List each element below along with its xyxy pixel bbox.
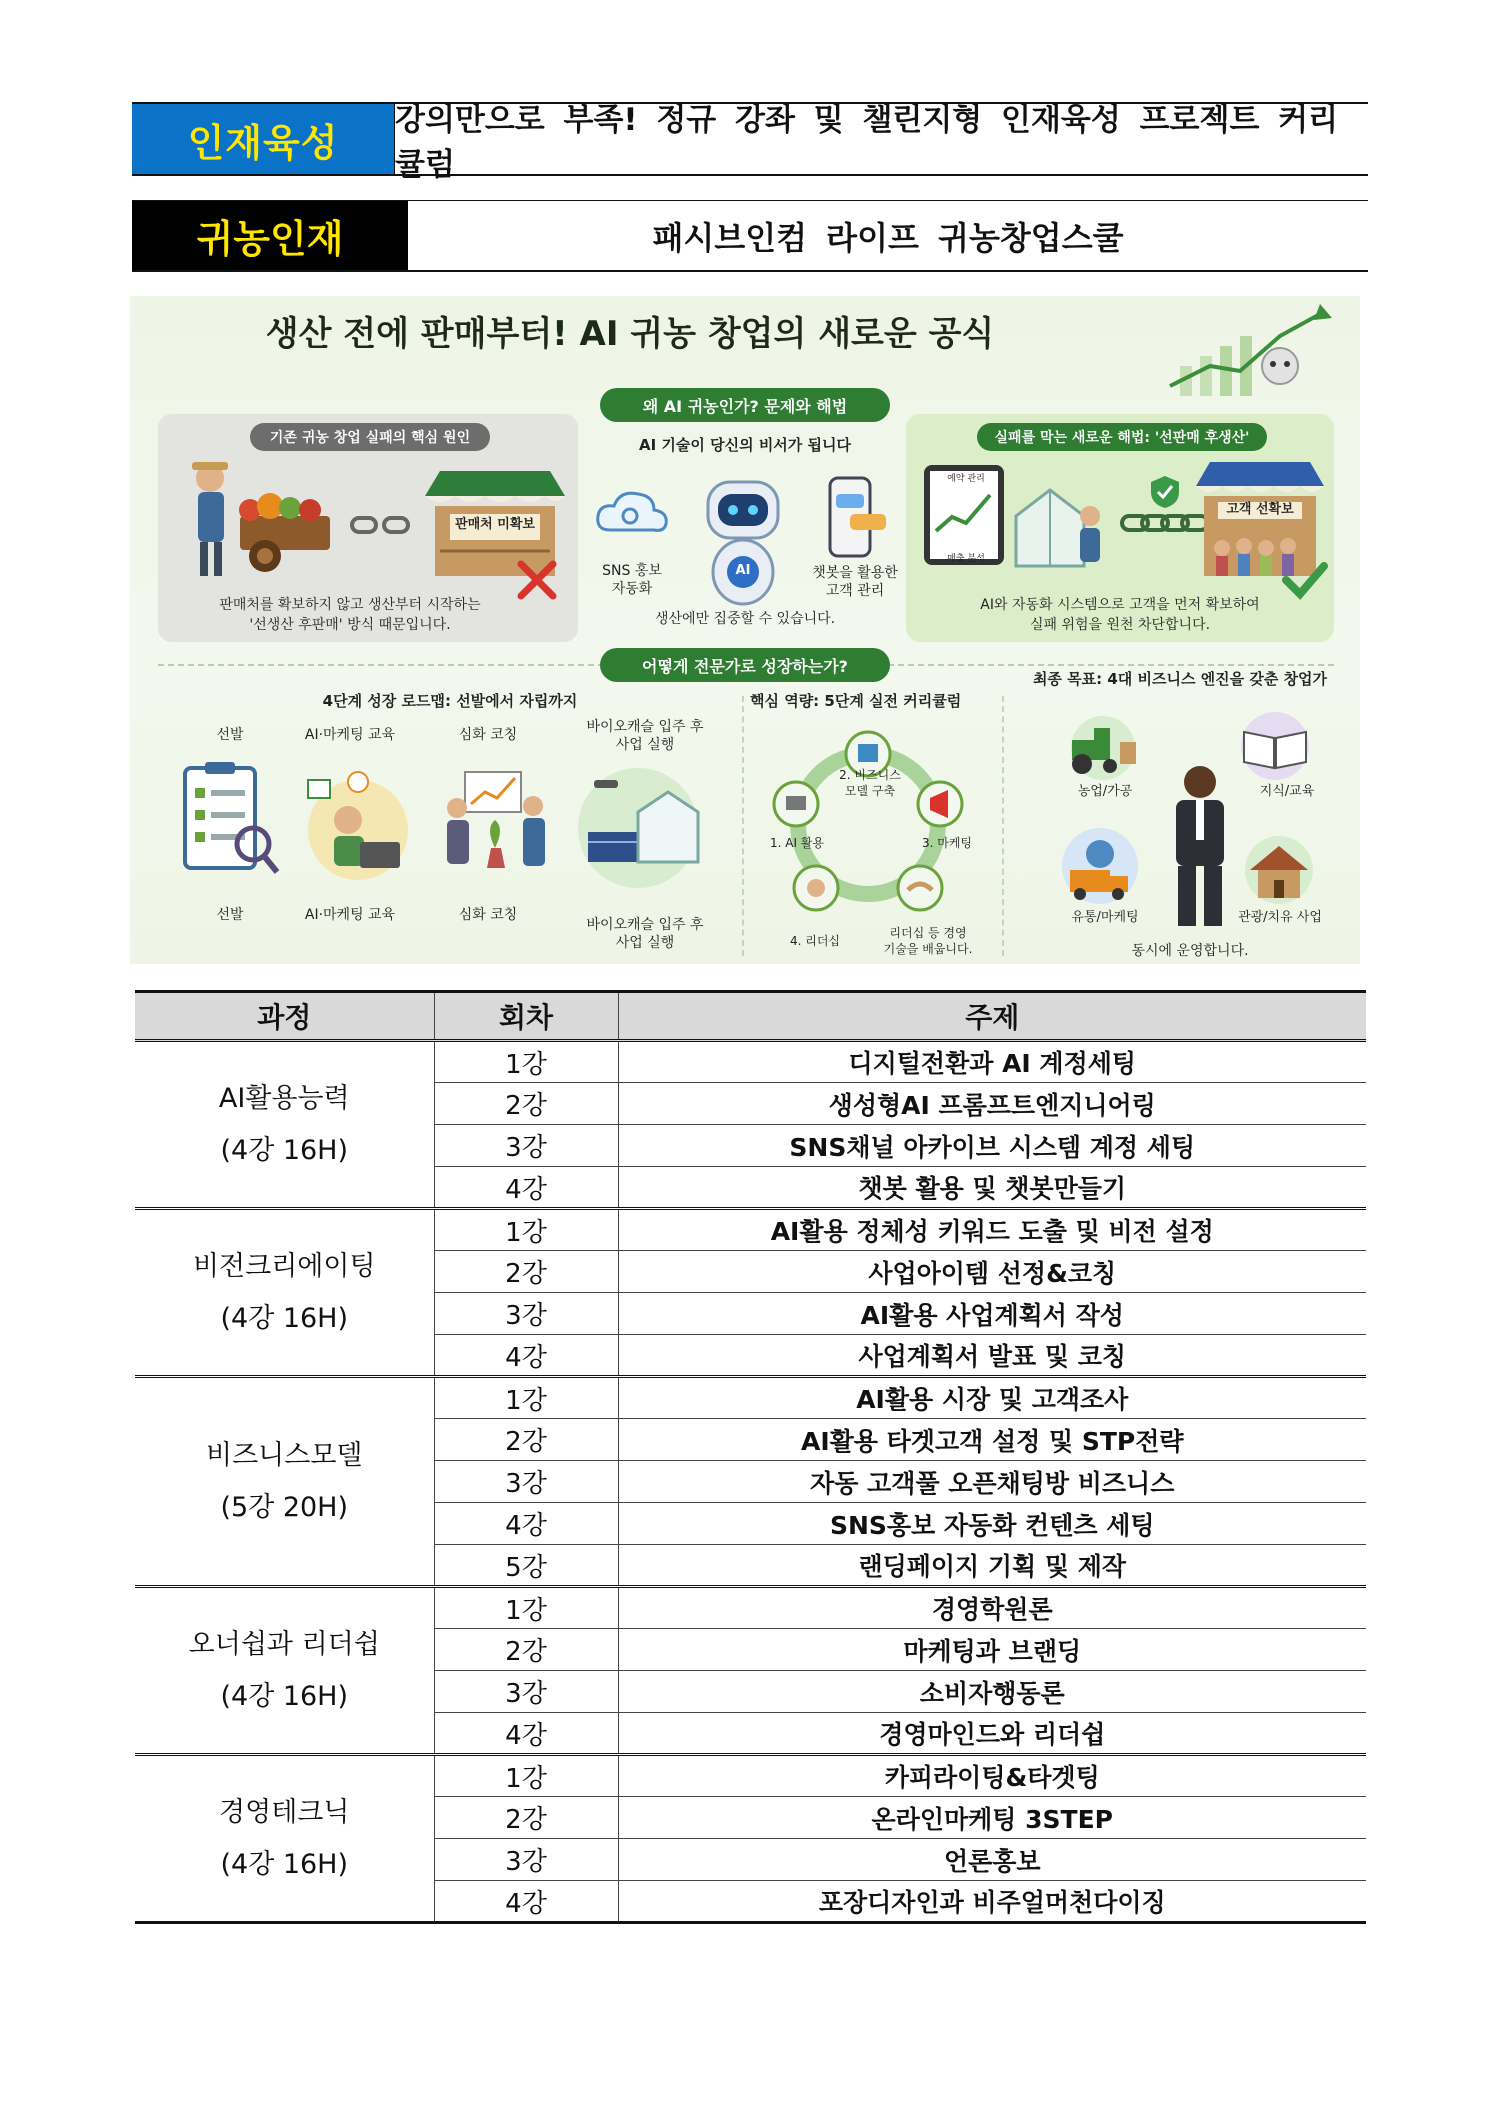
- problem-caption-1: 판매처를 확보하지 않고 생산부터 시작하는: [219, 597, 481, 613]
- shield-check-icon: [1148, 474, 1182, 510]
- topic-cell: AI활용 타겟고객 설정 및 STP전략: [618, 1419, 1366, 1461]
- topic-cell: 사업계획서 발표 및 코칭: [618, 1335, 1366, 1377]
- topic-cell: 경영마인드와 리더쉽: [618, 1713, 1366, 1755]
- course-cell: [135, 1209, 434, 1377]
- curriculum-caption-2: 기술을 배웁니다.: [883, 942, 973, 956]
- clipboard-icon: [165, 758, 285, 888]
- goal-heading: 최종 목표: 4대 비즈니스 엔진을 갖춘 창업가: [1032, 670, 1328, 688]
- session-cell: 4강: [434, 1167, 618, 1209]
- session-cell: 4강: [434, 1713, 618, 1755]
- infographic-title: 생산 전에 판매부터! AI 귀농 창업의 새로운 공식: [265, 314, 995, 354]
- session-cell: 4강: [434, 1503, 618, 1545]
- ai-badge: AI: [735, 563, 751, 578]
- topic-cell: 사업아이템 선정&코칭: [618, 1251, 1366, 1293]
- session-cell: 3강: [434, 1461, 618, 1503]
- col-session: 회차: [434, 992, 618, 1041]
- problem-caption-2: '선생산 후판매' 방식 때문입니다.: [249, 617, 451, 633]
- roadmap-step-4a: 바이오캐슬 입주 후: [586, 719, 704, 735]
- divider: [1002, 696, 1004, 956]
- header-tag: 귀농인재: [132, 201, 408, 270]
- roadmap-step-3: 심화 코칭: [458, 727, 518, 743]
- course-cell: [135, 1041, 434, 1209]
- engine-distribution: 유통/마케팅: [1071, 910, 1139, 925]
- header-title: 강의만으로 부족! 정규 강좌 및 챌린지형 인재육성 프로젝트 커리큘럼: [394, 104, 1368, 174]
- engine-education: 지식/교육: [1259, 784, 1315, 799]
- delivery-icon: [1050, 826, 1150, 906]
- chat-phone-icon: [820, 474, 890, 564]
- roadmap-bottom-4a: 바이오캐슬 입주 후: [586, 917, 704, 933]
- topic-cell: AI활용 정체성 키워드 도출 및 비전 설정: [618, 1209, 1366, 1251]
- divider: [742, 696, 744, 956]
- course-name: 경영테크닉: [219, 1797, 350, 1829]
- course-name: 비전크리에이팅: [192, 1251, 376, 1283]
- topic-cell: 카피라이팅&타겟팅: [618, 1755, 1366, 1797]
- section-header-talent: [132, 102, 1368, 183]
- curriculum-table: [135, 990, 1366, 1924]
- roadmap-heading: 4단계 성장 로드맵: 선발에서 자립까지: [322, 692, 578, 710]
- topic-cell: 온라인마케팅 3STEP: [618, 1797, 1366, 1839]
- topic-cell: 소비자행동론: [618, 1671, 1366, 1713]
- curriculum-step-2a: 2. 비즈니스: [839, 768, 901, 782]
- tractor-icon: [1058, 716, 1148, 782]
- session-cell: 1강: [434, 1377, 618, 1419]
- course-name: AI활용능력: [218, 1083, 350, 1115]
- header-tag: 인재육성: [132, 104, 394, 174]
- topic-cell: 경영학원론: [618, 1587, 1366, 1629]
- solution-caption-2: 실패 위험을 원천 차단합니다.: [1029, 617, 1211, 633]
- session-cell: 5강: [434, 1545, 618, 1587]
- goal-caption: 동시에 운영합니다.: [1131, 943, 1249, 959]
- session-cell: 3강: [434, 1671, 618, 1713]
- roadmap-step-2: AI·마케팅 교육: [304, 727, 396, 743]
- session-cell: 1강: [434, 1209, 618, 1251]
- tablet-label-1: 예약 관리: [947, 474, 985, 484]
- topic-cell: 랜딩페이지 기획 및 제작: [618, 1545, 1366, 1587]
- course-cell: [135, 1755, 434, 1923]
- table-row: [135, 1587, 1366, 1629]
- curriculum-caption-1: 리더십 등 경영: [889, 926, 967, 940]
- col-course: 과정: [135, 992, 434, 1041]
- session-cell: 2강: [434, 1629, 618, 1671]
- course-hours: (4강 16H): [220, 1302, 349, 1334]
- section-header-farming: [132, 200, 1368, 272]
- laptop-student-icon: [298, 766, 418, 886]
- ai-robot-icon: [678, 464, 808, 614]
- course-hours: (4강 16H): [220, 1680, 349, 1712]
- roadmap-step-4b: 사업 실행: [615, 737, 675, 753]
- course-hours: (4강 16H): [220, 1848, 349, 1880]
- curriculum-heading: 핵심 역량: 5단계 실전 커리큘럼: [750, 692, 962, 710]
- biocastle-icon: [568, 762, 708, 892]
- course-cell: [135, 1587, 434, 1755]
- topic-cell: SNS홍보 자동화 컨텐츠 세팅: [618, 1503, 1366, 1545]
- ai-heading: AI 기술이 당신의 비서가 됩니다: [639, 436, 851, 454]
- session-cell: 1강: [434, 1041, 618, 1083]
- session-cell: 1강: [434, 1755, 618, 1797]
- curriculum-step-2b: 모델 구축: [844, 784, 896, 798]
- session-cell: 4강: [434, 1335, 618, 1377]
- course-cell: [135, 1377, 434, 1587]
- topic-cell: AI활용 사업계획서 작성: [618, 1293, 1366, 1335]
- roadmap-bottom-4b: 사업 실행: [615, 935, 675, 951]
- table-row: [135, 1755, 1366, 1797]
- session-cell: 3강: [434, 1125, 618, 1167]
- engine-tourism: 관광/치유 사업: [1238, 910, 1322, 925]
- topic-cell: 자동 고객풀 오픈채팅방 비즈니스: [618, 1461, 1366, 1503]
- course-name: 비즈니스모델: [206, 1440, 363, 1472]
- session-cell: 3강: [434, 1839, 618, 1881]
- roadmap-bottom-2: AI·마케팅 교육: [304, 907, 396, 923]
- session-cell: 2강: [434, 1797, 618, 1839]
- topic-cell: SNS채널 아카이브 시스템 계정 세팅: [618, 1125, 1366, 1167]
- sns-label-1: SNS 홍보: [602, 563, 662, 579]
- cloud-sns-icon: [592, 486, 672, 542]
- course-hours: (5강 20H): [220, 1491, 349, 1523]
- chatbot-label-2: 고객 관리: [825, 583, 885, 599]
- topic-cell: 포장디자인과 비주얼머천다이징: [618, 1881, 1366, 1923]
- roadmap-bottom-1: 선발: [216, 907, 244, 923]
- session-cell: 4강: [434, 1881, 618, 1923]
- section1-pill: 왜 AI 귀농인가? 문제와 해법: [600, 388, 890, 422]
- growth-chart-icon: [1140, 296, 1360, 406]
- farmer-cart-icon: [170, 456, 340, 586]
- session-cell: 2강: [434, 1083, 618, 1125]
- chatbot-label-1: 챗봇을 활용한: [812, 565, 898, 581]
- curriculum-step-1: 1. AI 활용: [769, 836, 824, 850]
- table-row: [135, 1041, 1366, 1083]
- course-name: 오너쉽과 리더쉽: [188, 1629, 380, 1661]
- session-cell: 1강: [434, 1587, 618, 1629]
- engine-farming: 농업/가공: [1077, 784, 1133, 799]
- coaching-icon: [435, 758, 555, 888]
- topic-cell: 언론홍보: [618, 1839, 1366, 1881]
- stall-sign: 판매처 미확보: [455, 517, 535, 532]
- topic-cell: 생성형AI 프롬프트엔지니어링: [618, 1083, 1366, 1125]
- topic-cell: AI활용 시장 및 고객조사: [618, 1377, 1366, 1419]
- infographic: [130, 296, 1360, 964]
- topic-cell: 마케팅과 브랜딩: [618, 1629, 1366, 1671]
- greenhouse-farmer-icon: [1010, 476, 1110, 576]
- table-row: [135, 1377, 1366, 1419]
- fail-x-icon: [515, 558, 559, 602]
- sns-label-2: 자동화: [611, 581, 653, 597]
- course-hours: (4강 16H): [220, 1134, 349, 1166]
- solution-pill: 실패를 막는 새로운 해법: '선판매 후생산': [977, 423, 1267, 451]
- col-topic: 주제: [618, 992, 1366, 1041]
- table-header: [135, 992, 1366, 1041]
- curriculum-step-4: 4. 리더십: [789, 934, 841, 948]
- businessman-icon: [1160, 762, 1240, 932]
- header-title: 패시브인컴 라이프 귀농창업스쿨: [652, 218, 1124, 257]
- curriculum-cycle: [758, 720, 978, 930]
- session-cell: 2강: [434, 1251, 618, 1293]
- customer-sign: 고객 선확보: [1218, 502, 1302, 519]
- topic-cell: 챗봇 활용 및 챗봇만들기: [618, 1167, 1366, 1209]
- problem-pill: 기존 귀농 창업 실패의 핵심 원인: [250, 423, 490, 451]
- section2-pill: 어떻게 전문가로 성장하는가?: [600, 648, 890, 682]
- tablet-label-2: 매출 분석: [947, 554, 985, 564]
- topic-cell: 디지털전환과 AI 계정세팅: [618, 1041, 1366, 1083]
- broken-chain-icon: [350, 510, 410, 540]
- house-icon: [1234, 830, 1324, 906]
- ai-caption: 생산에만 집중할 수 있습니다.: [655, 611, 836, 627]
- session-cell: 3강: [434, 1293, 618, 1335]
- solution-caption-1: AI와 자동화 시스템으로 고객을 먼저 확보하여: [980, 597, 1260, 613]
- book-icon: [1230, 712, 1320, 782]
- roadmap-step-1: 선발: [216, 727, 244, 743]
- session-cell: 2강: [434, 1419, 618, 1461]
- curriculum-step-3: 3. 마케팅: [921, 836, 973, 850]
- table-row: [135, 1209, 1366, 1251]
- roadmap-bottom-3: 심화 코칭: [458, 907, 518, 923]
